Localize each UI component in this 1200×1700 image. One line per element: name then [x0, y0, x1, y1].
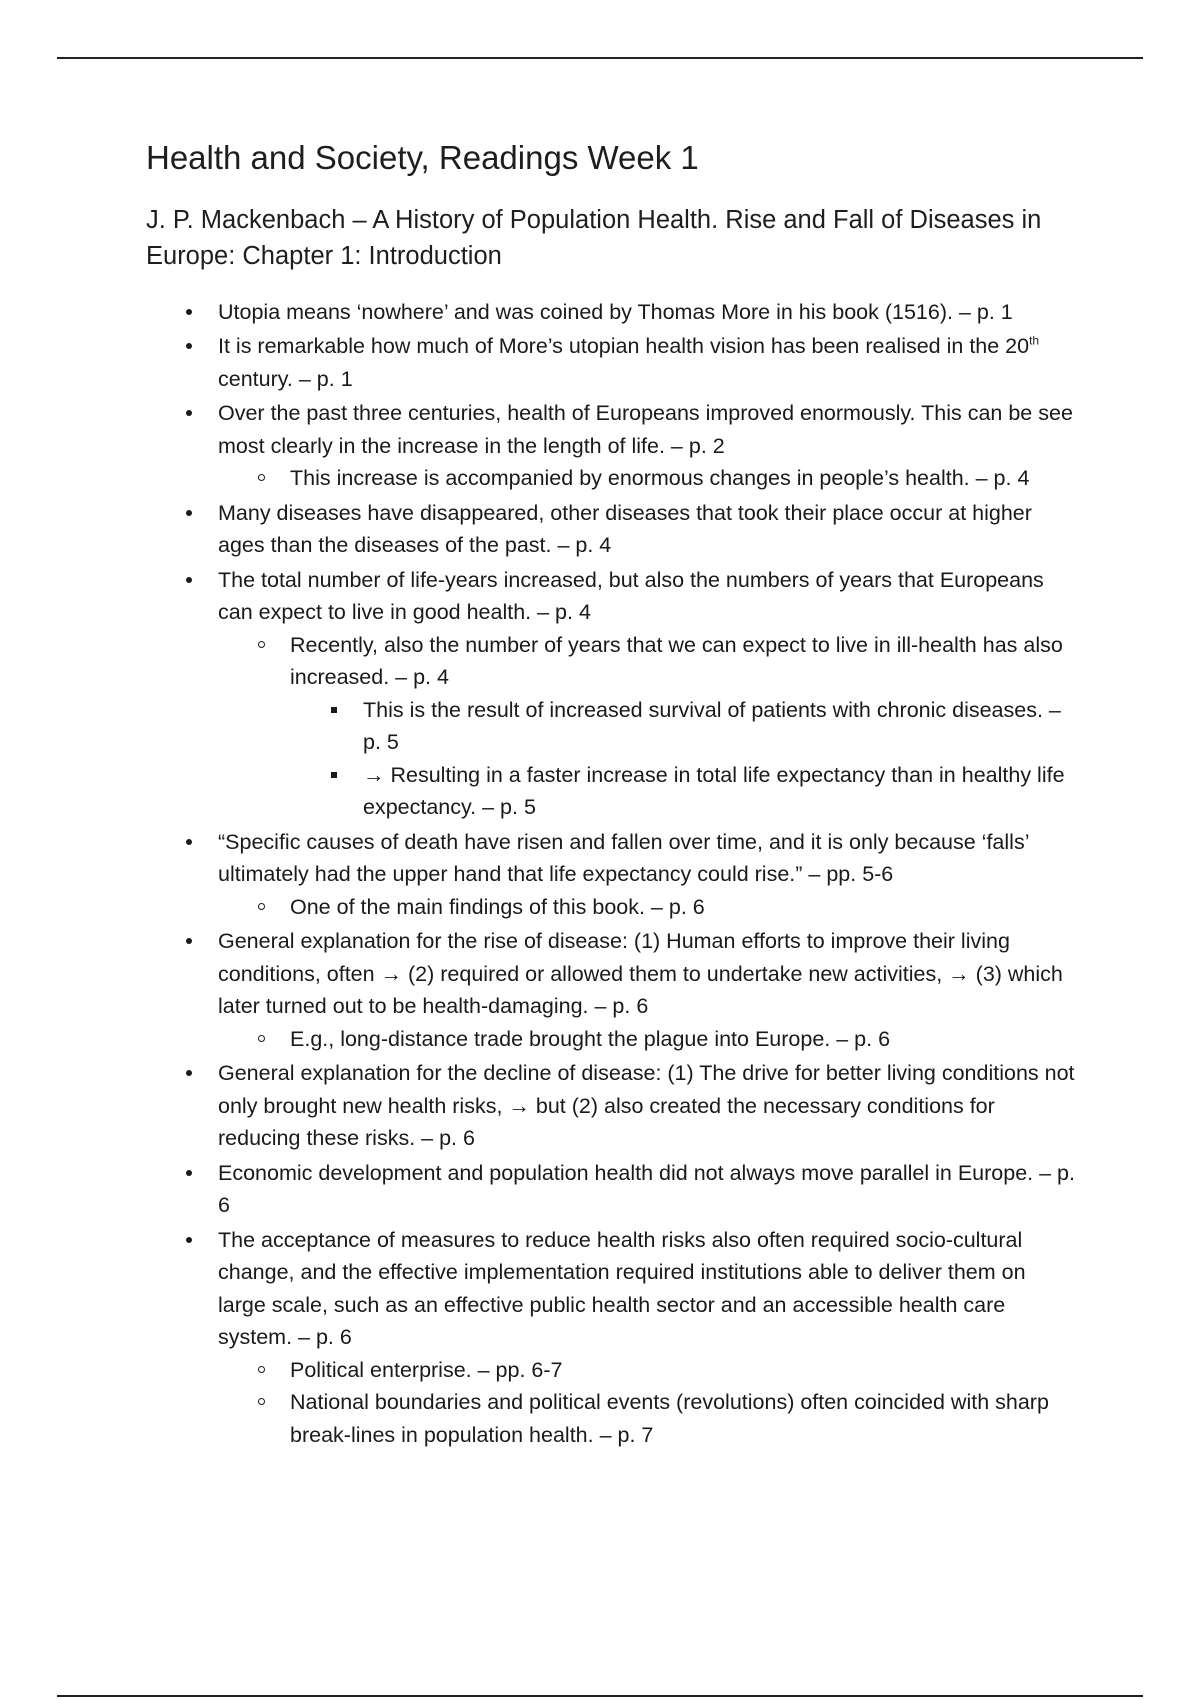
document-body: [146, 138, 1076, 1453]
sub-list-item: This increase is accompanied by enormous changes in people’s health. – p. 4: [218, 462, 1076, 495]
list-item: The acceptance of measures to reduce health risks also often required socio-cultural change, and the effective implementation required institutions able to deliver them on large scale, such as an effective public health sector and an accessible health care system. – p. 6 Political enterprise. – pp. 6-7 National boundaries and political events (revolutions) often coincided with sharp break-lines in population health. – p. 7: [146, 1224, 1076, 1452]
list-item: Economic development and population health did not always move parallel in Europe. – p. 6: [146, 1157, 1076, 1222]
sub-list-item: Recently, also the number of years that we can expect to live in ill-health has also increased. – p. 4 This is the result of increased survival of patients with chronic diseases. – p. 5 → Resulting in a faster increase in total life expectancy than in healthy life expectancy. – p. 5: [218, 629, 1076, 824]
sub-list: [218, 1354, 1076, 1452]
list-item: Many diseases have disappeared, other diseases that took their place occur at higher ages than the diseases of the past. – p. 4: [146, 497, 1076, 562]
document-subtitle: J. P. Mackenbach – A History of Population Health. Rise and Fall of Diseases in Europe: Chapter 1: Introduction: [146, 205, 1042, 270]
list-item: Utopia means ‘nowhere’ and was coined by Thomas More in his book (1516). – p. 1: [146, 296, 1076, 329]
sub-list-item: National boundaries and political events (revolutions) often coincided with sharp break-lines in population health. – p. 7: [218, 1386, 1076, 1451]
sub-sub-list-item: This is the result of increased survival of patients with chronic diseases. – p. 5: [290, 694, 1076, 759]
list-item: Over the past three centuries, health of Europeans improved enormously. This can be see most clearly in the increase in the length of life. – p. 2 This increase is accompanied by enormous changes in people’s health. – p. 4: [146, 397, 1076, 495]
notes-list: [146, 296, 1076, 1452]
sub-list: [218, 629, 1076, 824]
sub-list: [218, 462, 1076, 495]
list-item: It is remarkable how much of More’s utopian health vision has been realised in the 20th century. – p. 1: [146, 330, 1076, 395]
sub-list-item: One of the main findings of this book. – p. 6: [218, 891, 1076, 924]
sub-sub-list-item: → Resulting in a faster increase in total life expectancy than in healthy life expectancy. – p. 5: [290, 759, 1076, 824]
document-title: Health and Society, Readings Week 1: [146, 139, 699, 176]
list-item: General explanation for the decline of disease: (1) The drive for better living conditions not only brought new health risks, → but (2) also created the necessary conditions for reducing these risks. – p. 6: [146, 1057, 1076, 1155]
bottom-rule: [57, 1695, 1143, 1697]
sub-sub-list: [290, 694, 1076, 824]
list-item: The total number of life-years increased, but also the numbers of years that Europeans can expect to live in good health. – p. 4 Recently, also the number of years that we can expect to live in ill-health has also increased. – p. 4 This is the result of increased survival of patients with chronic diseases. – p. 5 → Resulting in a faster increase in total life expectancy than in healthy life expectancy. – p. 5: [146, 564, 1076, 824]
sub-list: [218, 1023, 1076, 1056]
sub-list-item: Political enterprise. – pp. 6-7: [218, 1354, 1076, 1387]
list-item: “Specific causes of death have risen and fallen over time, and it is only because ‘falls’ ultimately had the upper hand that life expectancy could rise.” – pp. 5-6 One of the main findings of this book. – p. 6: [146, 826, 1076, 924]
list-item: General explanation for the rise of disease: (1) Human efforts to improve their living conditions, often → (2) required or allowed them to undertake new activities, → (3) which later turned out to be health-damaging. – p. 6 E.g., long-distance trade brought the plague into Europe. – p. 6: [146, 925, 1076, 1055]
sub-list: [218, 891, 1076, 924]
top-rule: [57, 57, 1143, 59]
sub-list-item: E.g., long-distance trade brought the plague into Europe. – p. 6: [218, 1023, 1076, 1056]
